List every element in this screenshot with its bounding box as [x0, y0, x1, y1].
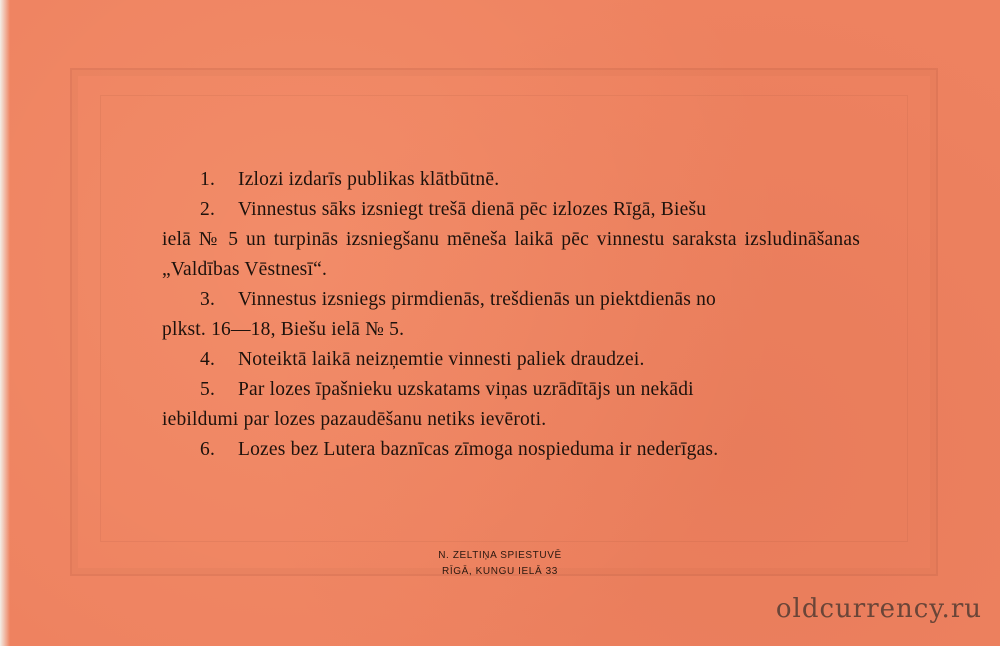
rule-3	[162, 285, 860, 345]
rule-number: 5.	[200, 379, 216, 400]
rule-2	[162, 195, 860, 285]
rule-text-continued: ielā № 5 un turpinās izsniegšanu mēneša laikā pēc vinnestu saraksta izsludināšanas „Valdības Vēstnesī“.	[162, 229, 860, 280]
rule-number: 3.	[200, 289, 216, 310]
rule-text-continued: plkst. 16—18, Biešu ielā № 5.	[162, 319, 405, 340]
rule-4	[200, 345, 860, 375]
rule-text: Vinnestus sāks izsniegt trešā dienā pēc izlozes Rīgā, Biešu	[238, 199, 707, 220]
paper-edge	[0, 0, 10, 646]
printer-name: N. ZELTIŅA SPIESTUVĒ	[438, 550, 562, 561]
rule-5	[162, 375, 860, 435]
rule-text-continued: iebildumi par lozes pazaudēšanu netiks ievēroti.	[162, 409, 547, 430]
rule-6	[200, 435, 860, 465]
rule-1	[200, 165, 860, 195]
rule-number: 1.	[200, 169, 216, 190]
rule-text: Vinnestus izsniegs pirmdienās, trešdienās un piektdienās no	[238, 289, 717, 310]
printer-address: RĪGĀ, KUNGU IELĀ 33	[442, 566, 558, 577]
printer-imprint	[400, 548, 600, 580]
rule-number: 4.	[200, 349, 216, 370]
rules-list	[162, 165, 860, 465]
rule-text: Par lozes īpašnieku uzskatams viņas uzrādītājs un nekādi	[238, 379, 694, 400]
rule-number: 2.	[200, 199, 216, 220]
rule-text: Noteiktā laikā neizņemtie vinnesti paliek draudzei.	[238, 349, 645, 370]
rule-text: Izlozi izdarīs publikas klātbūtnē.	[238, 169, 500, 190]
rule-number: 6.	[200, 439, 216, 460]
site-watermark: oldcurrency.ru	[775, 594, 982, 624]
rule-text: Lozes bez Lutera baznīcas zīmoga nospieduma ir nederīgas.	[238, 439, 719, 460]
